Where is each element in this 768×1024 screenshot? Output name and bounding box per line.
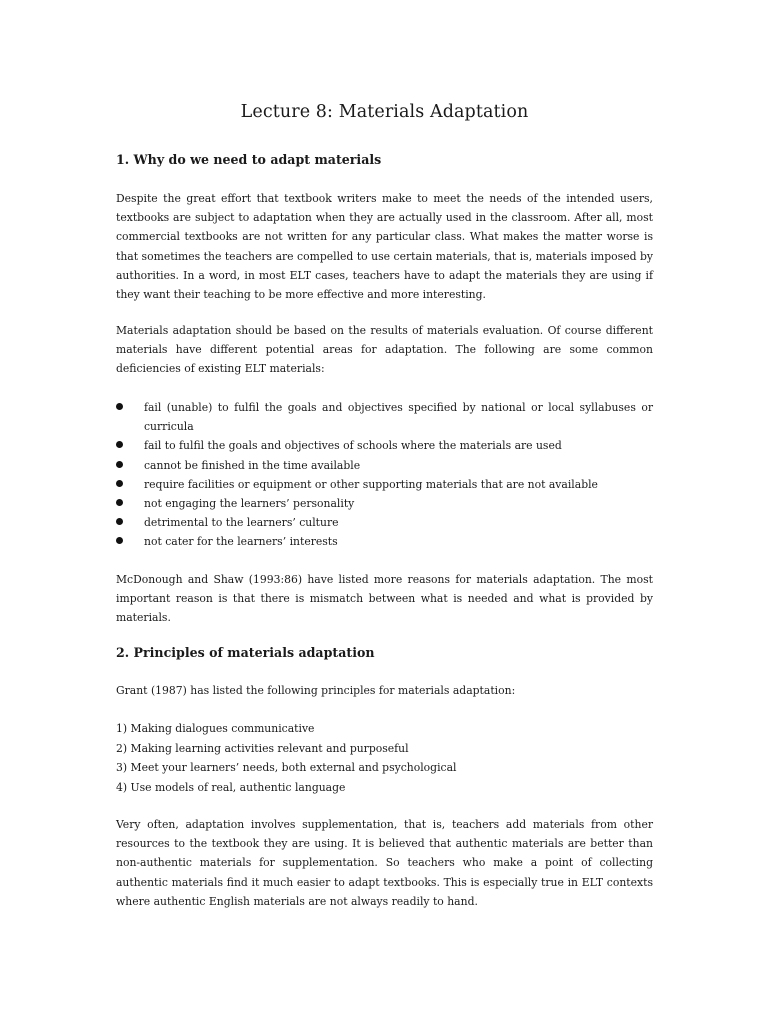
principles-list: [116, 719, 653, 797]
section-1-paragraph-2: Materials adaptation should be based on the results of materials evaluation. Of course different materials have different potential areas for adaptation. The following are some common deficiencies of existing ELT materials:: [116, 324, 653, 376]
list-item: [116, 494, 653, 513]
page-title: Lecture 8: Materials Adaptation: [240, 102, 529, 122]
section-1-paragraph-3: McDonough and Shaw (1993:86) have listed more reasons for materials adaptation. The most important reason is that there is mismatch between what is needed and what is provided by materials.: [116, 573, 653, 625]
bullet-icon: [116, 518, 123, 525]
list-item: 1) Making dialogues communicative: [116, 722, 315, 735]
list-item: [116, 436, 653, 455]
list-item-text: require facilities or equipment or other supporting materials that are not available: [144, 477, 598, 491]
bullet-icon: [116, 403, 123, 410]
list-item: [116, 532, 653, 551]
list-item: 4) Use models of real, authentic language: [116, 780, 346, 794]
list-item-text: cannot be finished in the time available: [144, 458, 361, 472]
section-2-heading: 2. Principles of materials adaptation: [116, 645, 375, 660]
list-item: 2) Making learning activities relevant and purposeful: [116, 741, 409, 755]
bullet-icon: [116, 499, 123, 506]
deficiencies-list: [116, 398, 653, 552]
list-item-text: detrimental to the learners’ culture: [144, 516, 339, 530]
section-1-paragraph-1: Despite the great effort that textbook writers make to meet the needs of the intended users, textbooks are subject to adaptation when they are actually used in the classroom. After all, most commercial textbooks are not written for any particular class. What makes the matter worse is that sometimes the teachers are compelled to use certain materials, that is, materials imposed by authorities. In a word, in most ELT cases, teachers have to adapt the materials they are using if they want their teaching to be more effective and more interesting.: [116, 192, 653, 302]
bullet-icon: [116, 480, 123, 487]
list-item: [116, 475, 653, 494]
bullet-icon: [116, 461, 123, 468]
list-item-text: not engaging the learners’ personality: [144, 497, 355, 511]
bullet-icon: [116, 537, 123, 544]
list-item: 3) Meet your learners’ needs, both external and psychological: [116, 761, 457, 775]
list-item-text: fail to fulfil the goals and objectives of schools where the materials are used: [144, 439, 562, 453]
bullet-icon: [116, 441, 123, 448]
list-item: [116, 456, 653, 475]
list-item-text: fail (unable) to fulfil the goals and objectives specified by national or local syllabuses or curricula: [144, 401, 653, 434]
section-2-paragraph: Very often, adaptation involves supplementation, that is, teachers add materials from other resources to the textbook they are using. It is believed that authentic materials are better than non-authentic materials for supplementation. So teachers who make a point of collecting authentic materials find it much easier to adapt textbooks. This is especially true in ELT contexts where authentic English materials are not always readily to hand.: [116, 818, 653, 908]
section-1-heading: 1. Why do we need to adapt materials: [116, 152, 382, 167]
list-item: [116, 513, 653, 532]
list-item: [116, 398, 653, 436]
section-2-intro: Grant (1987) has listed the following principles for materials adaptation:: [116, 684, 516, 697]
list-item-text: not cater for the learners’ interests: [144, 535, 338, 549]
